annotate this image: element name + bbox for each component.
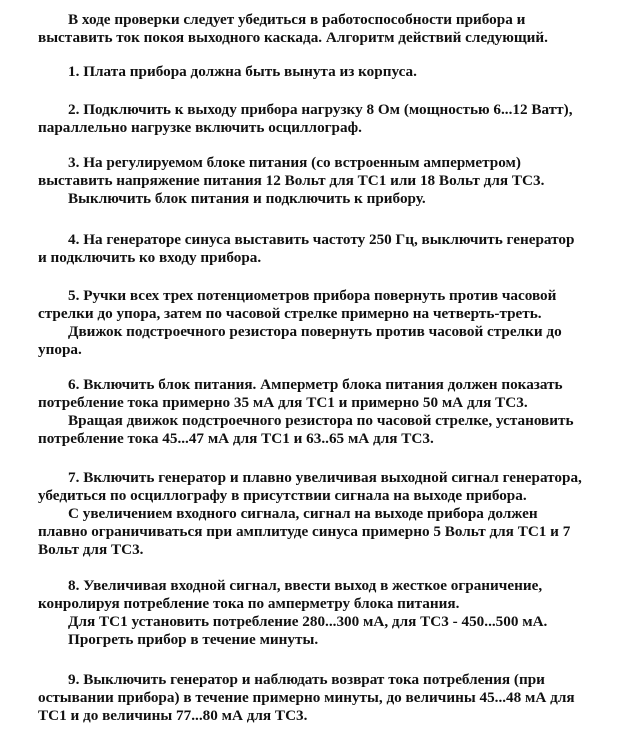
step-line: потребление тока примерно 35 мА для ТС1 и примерно 50 мА для ТС3. [38,394,528,411]
step-line: 6. Включить блок питания. Амперметр блока питания должен показать [68,376,563,393]
step-line: Выключить блок питания и подключить к прибору. [68,190,426,207]
step-line: и подключить ко входу прибора. [38,249,262,266]
step-line: потребление тока 45...47 мА для ТС1 и 63..65 мА для ТС3. [38,430,434,447]
step-line: Вольт для ТС3. [38,541,144,558]
step-line: 4. На генераторе синуса выставить частоту 250 Гц, выключить генератор [68,231,575,248]
step-line: 5. Ручки всех трех потенциометров прибора повернуть против часовой [68,287,557,304]
step-line: Движок подстроечного резистора повернуть против часовой стрелки до [68,323,562,340]
step-line: 9. Выключить генератор и наблюдать возврат тока потребления (при [68,671,545,688]
step-line: 3. На регулируемом блоке питания (со встроенным амперметром) [68,154,521,171]
step-line: Прогреть прибор в течение минуты. [68,631,319,648]
step-line: убедиться по осциллографу в присутствии сигнала на выходе прибора. [38,487,527,504]
intro-line: В ходе проверки следует убедиться в работоспособности прибора и [68,11,526,28]
step-line: стрелки до упора, затем по часовой стрелке примерно на четверть-треть. [38,305,542,322]
step-line: ТС1 и до величины 77...80 мА для ТС3. [38,707,308,724]
step-line: 2. Подключить к выходу прибора нагрузку 8 Ом (мощностью 6...12 Ватт), [68,101,573,118]
intro-line: выставить ток покоя выходного каскада. Алгоритм действий следующий. [38,29,548,46]
step-line: конролируя потребление тока по амперметру блока питания. [38,595,460,612]
step-line: упора. [38,341,82,358]
step-line: остывании прибора) в течение примерно минуты, до величины 45...48 мА для [38,689,575,706]
step-line: 7. Включить генератор и плавно увеличивая выходной сигнал генератора, [68,469,582,486]
step-line: выставить напряжение питания 12 Вольт для ТС1 или 18 Вольт для ТС3. [38,172,545,189]
step-line: 8. Увеличивая входной сигнал, ввести выход в жесткое ограничение, [68,577,543,594]
step-line: плавно ограничиваться при амплитуде синуса примерно 5 Вольт для ТС1 и 7 [38,523,571,540]
step-line: Для ТС1 установить потребление 280...300 мА, для ТС3 - 450...500 мА. [68,613,548,630]
step-line: Вращая движок подстроечного резистора по часовой стрелке, установить [68,412,574,429]
step-line: С увеличением входного сигнала, сигнал на выходе прибора должен [68,505,538,522]
step-line: 1. Плата прибора должна быть вынута из корпуса. [68,63,417,80]
step-line: параллельно нагрузке включить осциллограф. [38,119,362,136]
